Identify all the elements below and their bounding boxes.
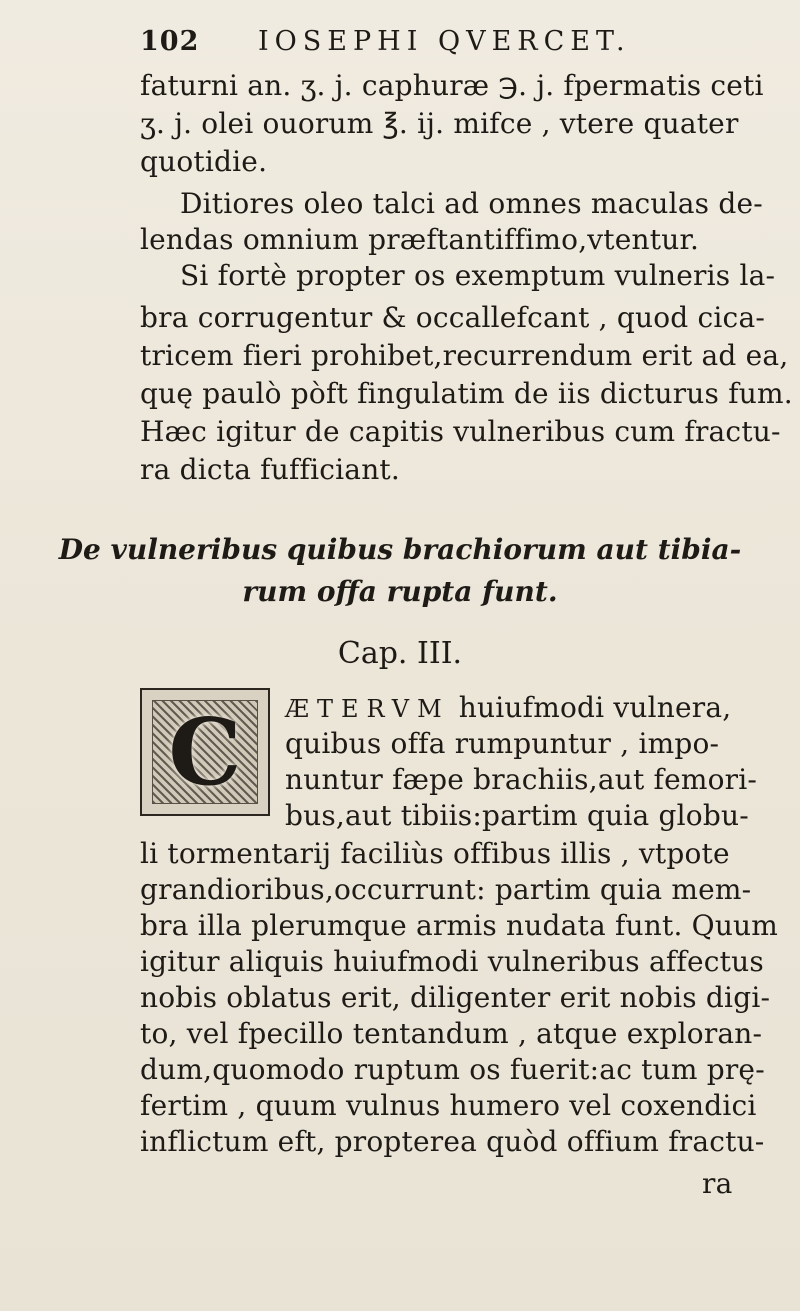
page-header bbox=[140, 20, 700, 60]
section-heading-line: De vulneribus quibus brachiorum aut tibia- bbox=[58, 533, 742, 566]
text-line: quotidie. bbox=[140, 145, 268, 178]
text-line: grandioribus,occurrunt: partim quia mem- bbox=[140, 873, 752, 906]
text-line: quę paulò pòft fingulatim de iis dicturus fum. bbox=[140, 377, 793, 410]
line-rest: huiufmodi vulnera, bbox=[449, 691, 732, 724]
page-number: 102 bbox=[140, 26, 200, 57]
running-title: IOSEPHI QVERCET. bbox=[258, 26, 631, 57]
decorated-initial bbox=[140, 688, 270, 816]
section-heading-line: rum offa rupta funt. bbox=[242, 575, 558, 608]
text-line: ra dicta fufficiant. bbox=[140, 453, 400, 486]
text-line: lendas omnium præftantiffimo,vtentur. bbox=[140, 223, 700, 256]
text-line: igitur aliquis huiufmodi vulneribus affectus bbox=[140, 945, 764, 978]
text-line: faturni an. ʒ. j. caphuræ ℈. j. fpermatis ceti bbox=[140, 69, 764, 102]
text-line: bra corrugentur & occallefcant , quod cica- bbox=[140, 301, 765, 334]
text-line: nuntur fæpe brachiis,aut femori- bbox=[285, 763, 758, 796]
text-line: bus,aut tibiis:partim quia globu- bbox=[285, 799, 749, 832]
text-line: ʒ. j. olei ouorum ℥. ij. mifce , vtere quater bbox=[140, 107, 739, 140]
text-line bbox=[285, 690, 731, 727]
text-line: nobis oblatus erit, diligenter erit nobis digi- bbox=[140, 981, 771, 1014]
catchword: ra bbox=[702, 1167, 733, 1200]
text-line: tricem fieri prohibet,recurrendum erit ad ea, bbox=[140, 339, 789, 372]
text-line: Ditiores oleo talci ad omnes maculas de- bbox=[180, 187, 763, 220]
text-line: bra illa plerumque armis nudata funt. Quum bbox=[140, 909, 779, 942]
initial-letter: C bbox=[168, 698, 242, 806]
text-line: quibus offa rumpuntur , impo- bbox=[285, 727, 720, 760]
text-line: Si fortè propter os exemptum vulneris la- bbox=[180, 259, 776, 292]
text-line: inflictum eft, propterea quòd offium fractu- bbox=[140, 1125, 765, 1158]
text-line: to, vel fpecillo tentandum , atque exploran- bbox=[140, 1017, 763, 1050]
smallcaps-opening: ÆTERVM bbox=[285, 695, 450, 723]
text-line: Hæc igitur de capitis vulneribus cum fractu- bbox=[140, 415, 781, 448]
text-line: fertim , quum vulnus humero vel coxendici bbox=[140, 1089, 757, 1122]
text-line: li tormentarij faciliùs offibus illis , vtpote bbox=[140, 837, 730, 870]
chapter-label: Cap. III. bbox=[337, 636, 463, 671]
text-line: dum,quomodo ruptum os fuerit:ac tum prę- bbox=[140, 1053, 765, 1086]
